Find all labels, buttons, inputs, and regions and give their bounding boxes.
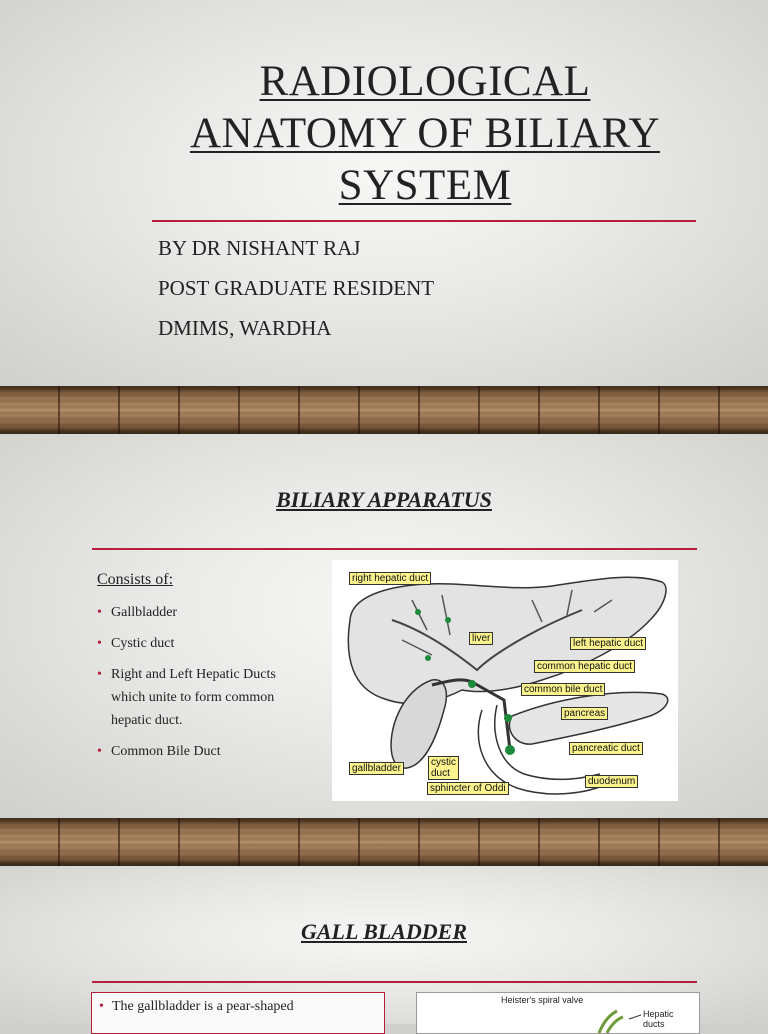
label-pancreas: pancreas: [561, 707, 608, 720]
title-divider: [152, 220, 696, 222]
slide2-title: BILIARY APPARATUS: [276, 487, 492, 512]
list-item: • Cystic duct: [97, 632, 312, 655]
label-duodenum: duodenum: [585, 775, 638, 788]
wood-divider-2: [0, 818, 768, 866]
consists-of-heading: Consists of:: [97, 571, 174, 588]
label-common-bile-duct: common bile duct: [521, 683, 605, 696]
list-item: • The gallbladder is a pear-shaped: [92, 993, 384, 1015]
label-cystic-duct: cystic duct: [428, 756, 459, 780]
label-sphincter-of-oddi: sphincter of Oddi: [427, 782, 509, 795]
list-item: • Gallbladder: [97, 601, 312, 624]
author-position: POST GRADUATE RESIDENT: [158, 276, 435, 300]
slide3-title: GALL BLADDER: [300, 919, 468, 944]
label-left-hepatic-duct: left hepatic duct: [570, 637, 646, 650]
label-liver: liver: [469, 632, 493, 645]
gall-bladder-textbox: [91, 992, 385, 1034]
biliary-components-list: [97, 601, 312, 771]
slide2-divider: [92, 548, 697, 550]
wood-divider-1: [0, 386, 768, 434]
label-common-hepatic-duct: common hepatic duct: [534, 660, 635, 673]
label-gallbladder: gallbladder: [349, 762, 404, 775]
slide3-divider: [92, 981, 697, 983]
hepatic-ducts-caption: Hepatic ducts: [643, 1009, 674, 1029]
author-name: BY DR NISHANT RAJ: [158, 236, 361, 260]
list-item: • Common Bile Duct: [97, 740, 312, 763]
label-pancreatic-duct: pancreatic duct: [569, 742, 643, 755]
author-institution: DMIMS, WARDHA: [158, 316, 332, 340]
presentation-title: RADIOLOGICAL ANATOMY OF BILIARY SYSTEM: [189, 58, 661, 209]
list-item: • Right and Left Hepatic Ducts which unite to form common hepatic duct.: [97, 663, 312, 732]
gall-bladder-diagram: [416, 992, 700, 1034]
biliary-anatomy-diagram: [332, 560, 678, 801]
title-slide: [0, 0, 768, 386]
gall-bladder-illustration: [417, 993, 699, 1033]
heister-valve-caption: Heister's spiral valve: [501, 995, 584, 1005]
label-right-hepatic-duct: right hepatic duct: [349, 572, 431, 585]
